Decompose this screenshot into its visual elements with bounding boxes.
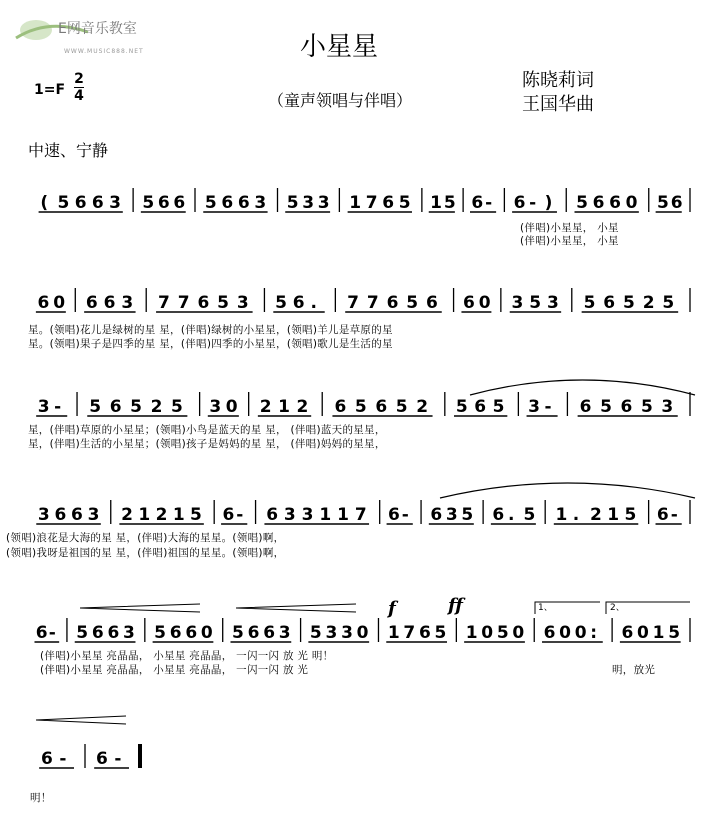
note-glyph: 5 (204, 193, 217, 213)
note-glyph: 1 (607, 505, 620, 525)
note-glyph: 1 (138, 505, 151, 525)
note-glyph: 1 (465, 623, 478, 643)
note-glyph: 5 (406, 293, 419, 313)
note-glyph: . (310, 293, 318, 313)
note-glyph: 1 (555, 505, 568, 525)
note-glyph: 5 (461, 505, 474, 525)
note-glyph: 6 (513, 193, 526, 213)
note-glyph: 0 (200, 623, 213, 643)
note-glyph: 6 (334, 397, 347, 417)
logo-url: WWW.MUSIC888.NET (64, 48, 144, 55)
crescendo-hairpin (36, 716, 126, 724)
note-glyph: 3 (209, 397, 222, 417)
note-glyph: 6 (173, 193, 186, 213)
note-glyph: 6 (41, 749, 53, 769)
note-glyph: 7 (158, 293, 170, 313)
note-glyph: 2 (155, 505, 168, 525)
dynamic-ff: ff (448, 595, 463, 616)
row6-lyric-1: 明！ (30, 792, 52, 804)
row5-lyric-1: (伴唱)小星星 亮晶晶， 小星星 亮晶晶， 一闪一闪 放 光 明！ (40, 650, 334, 662)
note-glyph: 1 (278, 397, 290, 417)
note-glyph: 5 (275, 293, 287, 313)
note-glyph: 3 (236, 293, 249, 313)
note-glyph: - (48, 623, 56, 643)
note-glyph: 5 (190, 505, 202, 525)
note-glyph: 1 (319, 505, 332, 525)
time-bottom: 4 (74, 88, 84, 104)
note-glyph: 5 (492, 397, 505, 417)
note-glyph: 7 (366, 293, 379, 313)
note-glyph: 6 (386, 293, 399, 313)
note-glyph: 6 (222, 505, 235, 525)
note-glyph: 5 (217, 293, 229, 313)
note-glyph: 6 (603, 293, 616, 313)
row5-lyric-3: 明，放光 (612, 664, 656, 676)
note-glyph: 6 (221, 193, 234, 213)
note-glyph: 6 (96, 749, 108, 769)
note-glyph: 3 (317, 193, 330, 213)
note-glyph: 6 (387, 505, 400, 525)
key-label: 1=F (34, 82, 66, 98)
note-glyph: 1 (337, 505, 349, 525)
note-glyph: 1 (387, 623, 400, 643)
note-glyph: 6 (107, 623, 120, 643)
note-glyph: 0 (53, 293, 66, 313)
note-glyph: 6 (103, 293, 116, 313)
row1-lyric-2: (伴唱)小星星， 小星 (520, 235, 619, 247)
note-glyph: 5 (286, 193, 299, 213)
row3-lyric-2: 星，(伴唱)生活的小星星；(领唱)孩子是妈妈的星 星， (伴唱)妈妈的星星， (28, 438, 386, 450)
note-glyph: 6 (382, 193, 395, 213)
logo-brand: E网音乐教室 (58, 21, 137, 37)
note-glyph: 6 (620, 397, 633, 417)
row3-lyric-1: 星，(伴唱)草原的小星星；(领唱)小鸟是蓝天的星 星， (伴唱)蓝天的星星， (28, 424, 386, 436)
note-glyph: - (59, 749, 67, 769)
note-glyph: 3 (278, 623, 291, 643)
note-glyph: 5 (171, 397, 183, 417)
note-glyph: 6 (609, 193, 621, 213)
note-glyph: 6 (35, 623, 48, 643)
note-glyph: 0 (559, 623, 572, 643)
note-glyph: 5 (600, 397, 612, 417)
note-glyph: 5 (668, 623, 681, 643)
note-glyph: 6 (74, 193, 87, 213)
note-glyph: 6 (492, 505, 505, 525)
note-glyph: 5 (142, 193, 155, 213)
note-glyph: 6 (266, 505, 279, 525)
note-glyph: 0 (478, 293, 491, 313)
note-glyph: ) (544, 193, 553, 213)
note-glyph: 5 (154, 623, 167, 643)
lyricist-credit: 陈晓莉词 (522, 70, 594, 91)
note-glyph: 5 (576, 193, 588, 213)
note-glyph: 5 (455, 397, 468, 417)
note-glyph: 0 (512, 623, 525, 643)
note-glyph: 6 (592, 193, 605, 213)
note-glyph: 1 (172, 505, 185, 525)
note-glyph: 5 (76, 623, 89, 643)
note-glyph: 0 (625, 193, 638, 213)
note-glyph: . (572, 505, 580, 525)
note-glyph: 5 (496, 623, 509, 643)
note-glyph: 2 (642, 293, 655, 313)
row4-lyric-2: (领唱)我呀是祖国的星 星，(伴唱)祖国的星星。(领唱)啊， (6, 547, 285, 559)
note-glyph: 6 (292, 293, 305, 313)
note-glyph: 6 (425, 293, 438, 313)
note-glyph: 3 (325, 623, 338, 643)
note-glyph: 0 (637, 623, 649, 643)
row1-lyric-1: (伴唱)小星星， 小星 (520, 222, 619, 234)
song-title: 小星星 (300, 32, 379, 62)
note-glyph: 2 (150, 397, 163, 417)
note-glyph: 7 (354, 505, 367, 525)
note-glyph: 5 (232, 623, 244, 643)
note-glyph: 6 (91, 623, 104, 643)
note-glyph: 5 (583, 293, 596, 313)
row2-lyric-2: 星。(领唱)果子是四季的星 星，(伴唱)四季的小星星，(领唱)歌儿是生活的星 (28, 338, 393, 350)
note-glyph: 6 (109, 397, 122, 417)
note-glyph: 3 (121, 293, 134, 313)
note-glyph: 5 (309, 623, 322, 643)
note-glyph: - (114, 749, 122, 769)
note-glyph: 2 (121, 505, 133, 525)
note-glyph: 5 (443, 193, 456, 213)
note-glyph: 5 (354, 397, 367, 417)
note-glyph: 3 (341, 623, 353, 643)
note-glyph: 6 (185, 623, 198, 643)
note-glyph: 2 (296, 397, 309, 417)
note-glyph: 6 (54, 505, 67, 525)
note-glyph: 5 (624, 505, 637, 525)
note-glyph: 6 (474, 397, 487, 417)
row5-lyric-2: (伴唱)小星星 亮晶晶， 小星星 亮晶晶， 一闪一闪 放 光 (40, 664, 309, 676)
note-glyph: - (544, 397, 552, 417)
tempo-marking: 中速、宁静 (28, 141, 109, 160)
row2-lyric-1: 星。(领唱)花儿是绿树的星 星，(伴唱)绿树的小星星，(领唱)羊儿是草原的星 (28, 324, 393, 336)
note-glyph: 6 (375, 397, 388, 417)
note-glyph: - (236, 505, 244, 525)
note-glyph: 6 (263, 623, 276, 643)
note-glyph: 6 (247, 623, 260, 643)
note-glyph: 1 (349, 193, 362, 213)
note-glyph: . (507, 505, 515, 525)
note-glyph: 5 (395, 397, 408, 417)
note-glyph: 5 (523, 505, 536, 525)
crescendo-hairpin (236, 604, 356, 612)
note-glyph: 0 (225, 397, 238, 417)
dynamic-f: f (388, 598, 396, 619)
slur-arc (470, 380, 695, 395)
note-glyph: 6 (37, 293, 50, 313)
note-glyph: 5 (57, 193, 70, 213)
note-glyph: 3 (301, 505, 314, 525)
note-glyph: 2 (259, 397, 272, 417)
note-glyph: 6 (71, 505, 83, 525)
note-glyph: 6 (197, 293, 210, 313)
note-glyph: 3 (546, 293, 559, 313)
note-glyph: ( (40, 193, 49, 213)
note-glyph: 6 (430, 505, 443, 525)
note-glyph: 6 (463, 293, 475, 313)
note-glyph: 7 (177, 293, 190, 313)
note-glyph: 6 (91, 193, 104, 213)
note-glyph: 6 (169, 623, 182, 643)
note-glyph: 1 (652, 623, 665, 643)
note-glyph: 5 (623, 293, 635, 313)
crescendo-hairpin (80, 604, 200, 612)
volta-2: 2、 (610, 603, 625, 613)
slur-arc (440, 483, 695, 498)
note-glyph: 6 (579, 397, 592, 417)
note-glyph: - (670, 505, 678, 525)
note-glyph: - (529, 193, 537, 213)
note-glyph: 2 (590, 505, 602, 525)
note-glyph: 3 (87, 505, 100, 525)
note-glyph: 2 (416, 397, 429, 417)
note-glyph: 5 (398, 193, 411, 213)
note-glyph: 3 (511, 293, 524, 313)
note-glyph: 3 (37, 397, 50, 417)
note-glyph: 6 (157, 193, 170, 213)
note-glyph: 3 (661, 397, 674, 417)
note-glyph: 6 (418, 623, 431, 643)
note-glyph: 3 (109, 193, 121, 213)
note-glyph: 3 (123, 623, 135, 643)
composer-credit: 王国华曲 (522, 94, 594, 115)
note-glyph: 6 (656, 505, 669, 525)
note-glyph: 7 (365, 193, 378, 213)
note-glyph: 6 (471, 193, 484, 213)
note-glyph: 3 (37, 505, 50, 525)
note-glyph: 0 (356, 623, 369, 643)
note-glyph: - (54, 397, 62, 417)
volta-1: 1、 (538, 603, 553, 613)
note-glyph: 3 (528, 397, 541, 417)
note-glyph: 6 (621, 623, 634, 643)
note-glyph: 3 (254, 193, 267, 213)
note-glyph: 5 (662, 293, 675, 313)
note-glyph: 5 (434, 623, 447, 643)
note-glyph: 5 (657, 193, 669, 213)
note-glyph: : (590, 623, 598, 643)
note-glyph: 5 (529, 293, 542, 313)
note-glyph: 6 (85, 293, 98, 313)
note-glyph: 5 (89, 397, 102, 417)
note-glyph: 5 (640, 397, 653, 417)
note-glyph: - (401, 505, 409, 525)
note-glyph: 7 (403, 623, 416, 643)
note-glyph: 6 (670, 193, 683, 213)
note-glyph: 3 (302, 193, 315, 213)
note-glyph: 0 (574, 623, 587, 643)
note-glyph: 7 (347, 293, 360, 313)
note-glyph: 6 (237, 193, 250, 213)
note-glyph: 6 (543, 623, 556, 643)
note-glyph: - (485, 193, 493, 213)
note-glyph: 3 (283, 505, 296, 525)
note-glyph: 0 (481, 623, 494, 643)
song-subtitle: （童声领唱与伴唱） (268, 91, 413, 110)
note-glyph: 1 (430, 193, 442, 213)
note-glyph: 3 (445, 505, 458, 525)
note-glyph: 5 (130, 397, 143, 417)
row4-lyric-1: (领唱)浪花是大海的星 星，(伴唱)大海的星星。(领唱)啊， (6, 532, 285, 544)
time-top: 2 (74, 71, 84, 87)
